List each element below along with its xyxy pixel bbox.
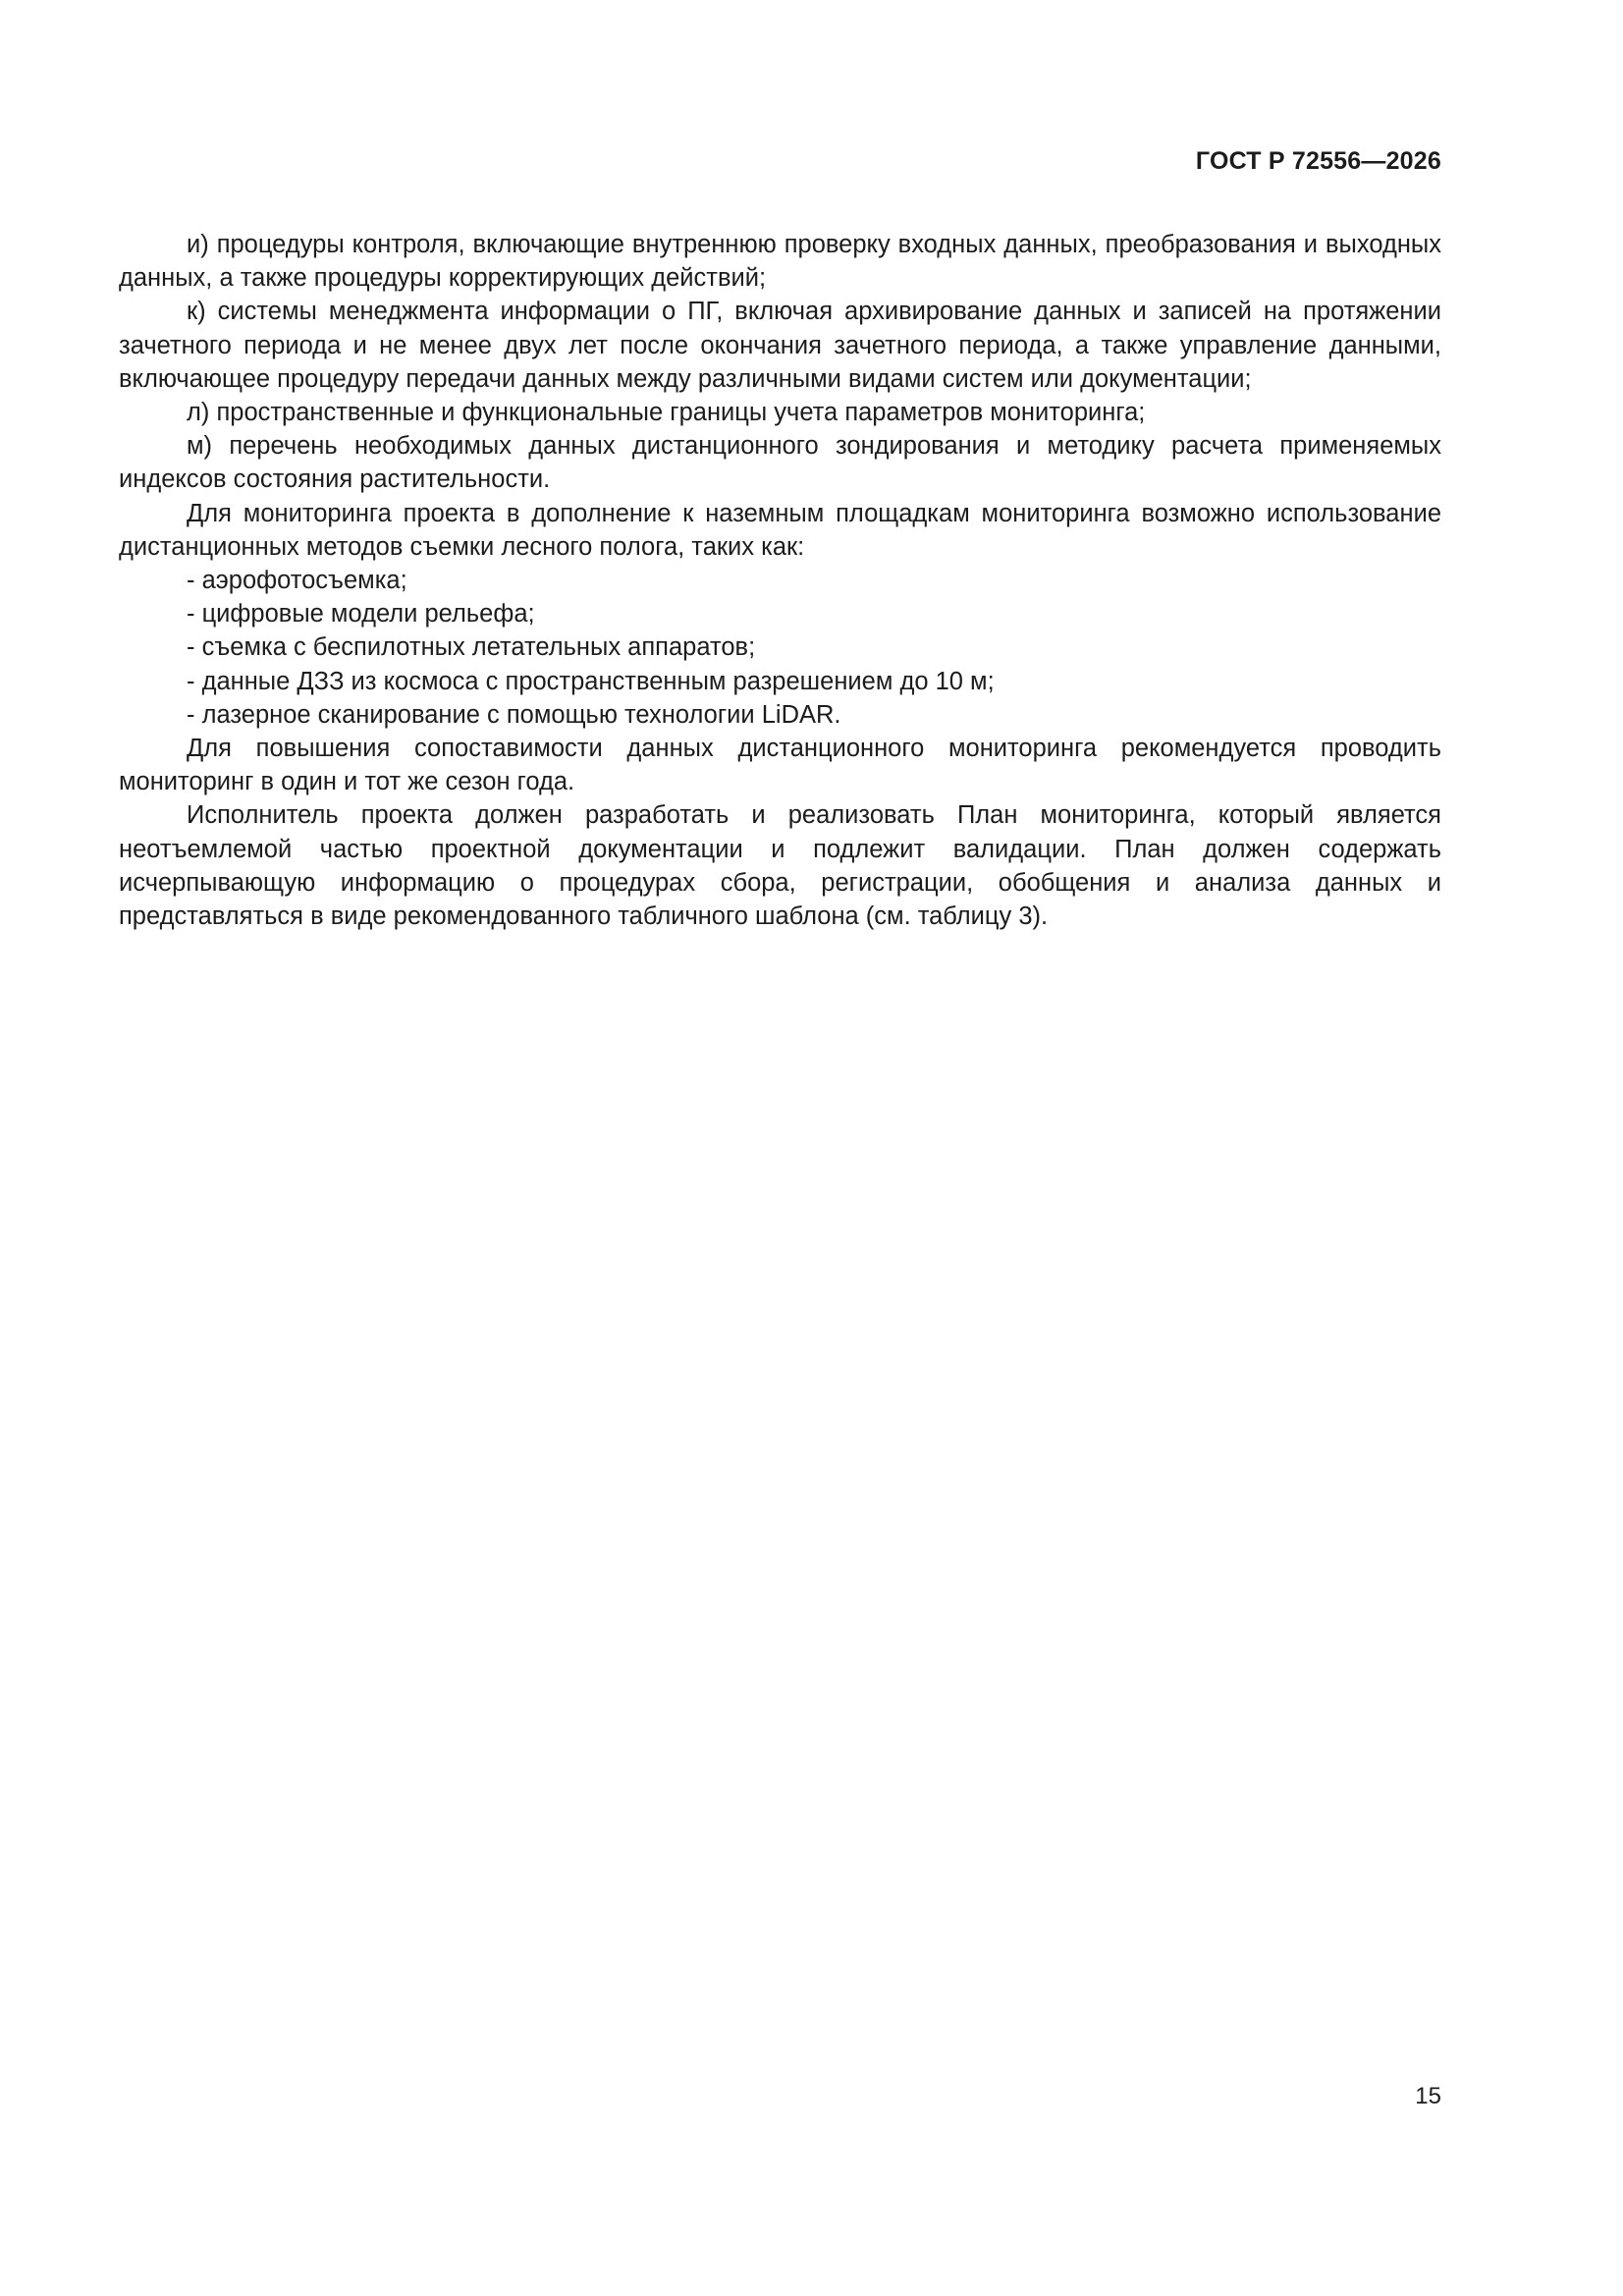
document-designation: ГОСТ Р 72556—2026: [1195, 147, 1441, 175]
comparability-paragraph: Для повышения сопоставимости данных дистанционного мониторинга рекомендуется проводить мониторинг в один и тот же сезон года.: [119, 735, 1441, 796]
list-item-m: м) перечень необходимых данных дистанционного зондирования и методику расчета применяемых индексов состояния растительности.: [119, 432, 1441, 494]
dash-item-uav-survey: - съемка с беспилотных летательных аппаратов;: [187, 633, 756, 662]
dash-item-elevation-models: - цифровые модели рельефа;: [187, 600, 535, 629]
dash-item-satellite-data: - данные ДЗЗ из космоса с пространственным разрешением до 10 м;: [187, 667, 995, 695]
page-body: [119, 228, 1441, 933]
list-item-i: и) процедуры контроля, включающие внутреннюю проверку входных данных, преобразования и выходных данных, а также процедуры корректирующих действий;: [119, 231, 1441, 293]
dash-item-lidar: - лазерное сканирование с помощью технологии LiDAR.: [187, 700, 841, 729]
remote-methods-intro: Для мониторинга проекта в дополнение к наземным площадкам мониторинга возможно использование дистанционных методов съемки лесного полога, таких как:: [119, 499, 1441, 561]
list-item-l: л) пространственные и функциональные границы учета параметров мониторинга;: [187, 399, 1146, 427]
page-number: 15: [1415, 2083, 1441, 2109]
dash-item-aerial-photography: - аэрофотосъемка;: [187, 567, 407, 595]
monitoring-plan-paragraph: Исполнитель проекта должен разработать и реализовать План мониторинга, который является неотъемлемой частью проектной документации и подлежит валидации. План должен содержать исчерпывающую информацию о процедурах сбора, регистрации, обобщения и анализа данных и представляться в виде рекомендованного табличного шаблона (см. таблицу 3).: [119, 801, 1441, 931]
list-item-k: к) системы менеджмента информации о ПГ, включая архивирование данных и записей на протяжении зачетного периода и не менее двух лет после окончания зачетного периода, а также управление данными, включающее процедуру передачи данных между различными видами систем или документации;: [119, 298, 1441, 393]
